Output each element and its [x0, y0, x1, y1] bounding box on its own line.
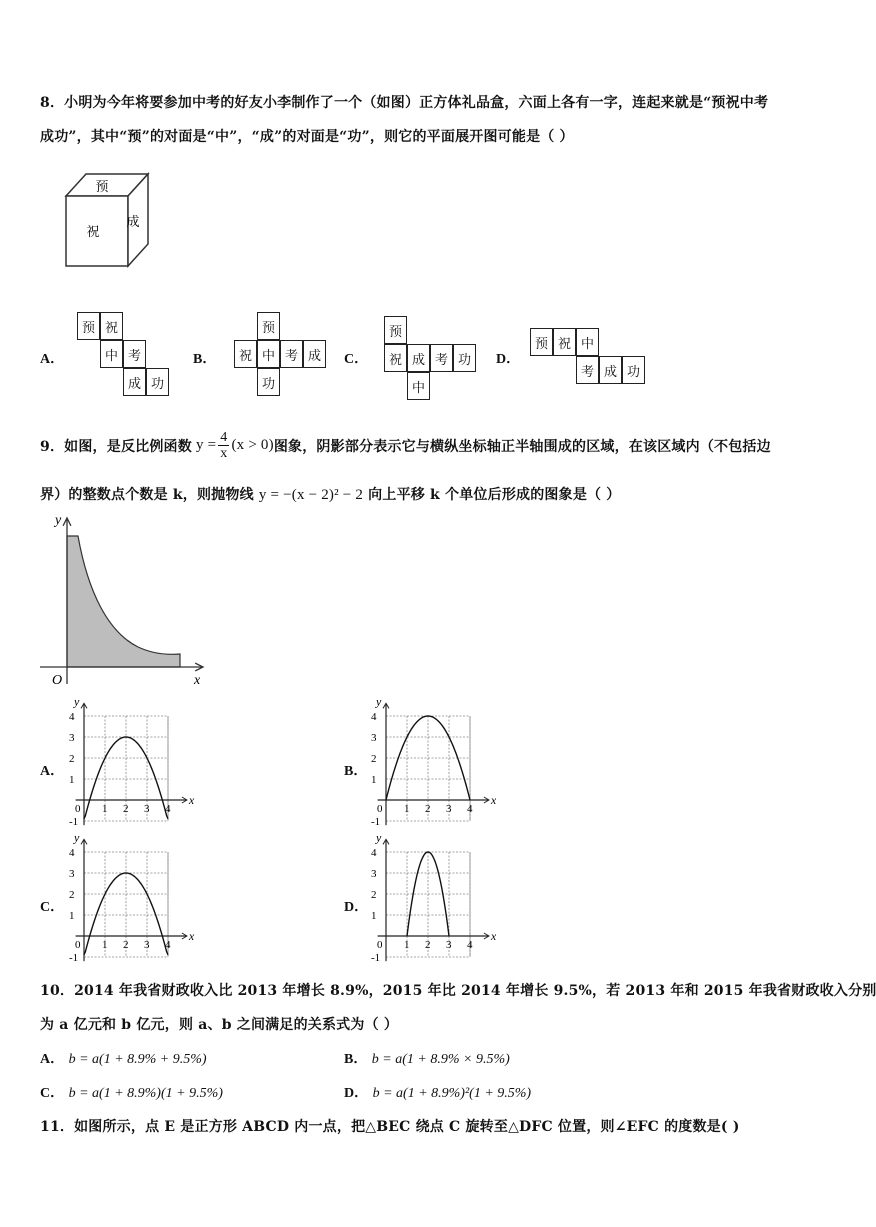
q9-part1: 9．如图，是反比例函数	[40, 438, 192, 455]
y-axis-label: y	[74, 694, 80, 709]
cube-front-face: 祝	[86, 224, 100, 239]
q9-frac-num: 4	[220, 430, 228, 445]
origin-label: O	[52, 673, 63, 688]
net-cell: 功	[453, 344, 476, 372]
y-tick-label: 3	[371, 732, 377, 744]
net-cell: 成	[123, 368, 146, 396]
net-cell: 预	[77, 312, 100, 340]
q10-text-line2: 为 a 亿元和 b 亿元，则 a、b 之间满足的关系式为（ ）	[40, 1017, 399, 1033]
q9-cond: (x > 0)	[231, 437, 274, 453]
y-tick-label: 3	[69, 868, 75, 880]
shaded-region	[67, 536, 180, 667]
x-tick-label: 3	[446, 939, 452, 951]
y-tick-label: -1	[69, 816, 79, 828]
x-tick-label: 0	[75, 803, 81, 815]
y-axis-label: y	[376, 830, 382, 845]
q8-option-b-label[interactable]: B．	[193, 352, 217, 367]
x-tick-label: 4	[467, 939, 473, 951]
y-tick-label: 2	[371, 889, 377, 901]
axis-x-label: x	[194, 673, 201, 688]
q8-option-c-label[interactable]: C．	[344, 352, 369, 367]
net-cell: 成	[303, 340, 326, 368]
net-cell: 预	[257, 312, 280, 340]
q10-option-c[interactable]	[40, 1082, 223, 1102]
y-tick-label: 3	[69, 732, 75, 744]
net-cell: 祝	[384, 344, 407, 372]
q10-option-b[interactable]	[344, 1048, 510, 1068]
y-tick-label: 2	[69, 753, 75, 765]
x-tick-label: 0	[377, 939, 383, 951]
q9-fraction	[218, 430, 229, 461]
net-cell: 祝	[553, 328, 576, 356]
q10-option-d[interactable]	[344, 1082, 531, 1102]
q9-hyperbola-figure	[38, 512, 218, 690]
q8-option-a-label[interactable]: A．	[40, 352, 65, 367]
q10-option-d-expr: b = a(1 + 8.9%)²(1 + 9.5%)	[372, 1086, 532, 1101]
y-tick-label: 4	[371, 711, 377, 723]
x-tick-label: 4	[165, 803, 171, 815]
q10-option-a-expr: b = a(1 + 8.9% + 9.5%)	[68, 1052, 207, 1067]
y-tick-label: 4	[69, 847, 75, 859]
q9-line2b: 向上平移 k 个单位后形成的图象是（ ）	[368, 487, 621, 503]
q9-option-c-graph[interactable]	[62, 830, 195, 968]
y-tick-label: 2	[69, 889, 75, 901]
x-axis-label: x	[188, 793, 195, 807]
net-cell: 中	[257, 340, 280, 368]
x-tick-label: 3	[144, 803, 150, 815]
q9-option-d-graph[interactable]	[364, 830, 497, 968]
x-tick-label: 1	[102, 939, 108, 951]
net-cell: 中	[100, 340, 123, 368]
q10-option-a[interactable]	[40, 1048, 207, 1068]
net-cell: 中	[576, 328, 599, 356]
y-tick-label: 4	[69, 711, 75, 723]
axis-y-label: y	[55, 513, 62, 528]
q8-text-line1: 8．小明为今年将要参加中考的好友小李制作了一个（如图）正方体礼品盒，六面上各有一字，连起来就是“预祝中考	[40, 95, 769, 111]
y-tick-label: 1	[371, 910, 377, 922]
y-tick-label: 2	[371, 753, 377, 765]
x-axis-label: x	[490, 793, 497, 807]
q8-option-d-label[interactable]: D．	[496, 352, 521, 367]
q11-text-line1: 11．如图所示，点 E 是正方形 ABCD 内一点，把△BEC 绕点 C 旋转至△DFC 位置，则∠EFC 的度数是( )	[40, 1119, 740, 1135]
y-axis-label: y	[376, 694, 382, 709]
cube-side-face: 成	[126, 214, 140, 229]
x-tick-label: 2	[123, 803, 129, 815]
net-cell: 祝	[234, 340, 257, 368]
q10-text-line1: 10．2014 年我省财政收入比 2013 年增长 8.9%，2015 年比 2014 年增长 9.5%，若 2013 年和 2015 年我省财政收入分别	[40, 983, 876, 999]
x-tick-label: 1	[102, 803, 108, 815]
net-cell: 祝	[100, 312, 123, 340]
net-cell: 功	[622, 356, 645, 384]
net-cell: 考	[123, 340, 146, 368]
net-cell: 成	[599, 356, 622, 384]
x-tick-label: 0	[377, 803, 383, 815]
q8-text-line2: 成功”，其中“预”的对面是“中”，“成”的对面是“功”，则它的平面展开图可能是（ ）	[40, 129, 574, 145]
cube-top-face: 预	[95, 179, 109, 194]
x-tick-label: 4	[467, 803, 473, 815]
x-tick-label: 2	[123, 939, 129, 951]
q10-option-c-label: C．	[40, 1086, 65, 1101]
x-axis-label: x	[490, 929, 497, 943]
x-axis-label: x	[188, 929, 195, 943]
net-cell: 考	[576, 356, 599, 384]
q9-part2: 图象，阴影部分表示它与横纵坐标轴正半轴围成的区域，在该区域内（不包括边	[273, 438, 771, 455]
x-tick-label: 2	[425, 803, 431, 815]
y-tick-label: 1	[69, 774, 75, 786]
q9-frac-den: x	[220, 446, 228, 461]
net-cell: 功	[146, 368, 169, 396]
y-tick-label: 1	[371, 774, 377, 786]
x-tick-label: 2	[425, 939, 431, 951]
q9-option-b-label[interactable]: B．	[344, 764, 368, 779]
x-tick-label: 0	[75, 939, 81, 951]
y-tick-label: 1	[69, 910, 75, 922]
q10-option-b-label: B．	[344, 1052, 368, 1067]
q9-option-a-graph[interactable]	[62, 694, 195, 832]
x-tick-label: 4	[165, 939, 171, 951]
cube-figure	[58, 168, 158, 268]
q9-line2a: 界）的整数点个数是 k，则抛物线	[40, 487, 254, 503]
q9-formula-y: y =	[195, 437, 217, 453]
q9-option-c-label[interactable]: C．	[40, 900, 65, 915]
y-tick-label: -1	[69, 952, 79, 964]
net-cell: 预	[530, 328, 553, 356]
q9-option-a-label[interactable]: A．	[40, 764, 65, 779]
net-cell: 预	[384, 316, 407, 344]
q10-option-c-expr: b = a(1 + 8.9%)(1 + 9.5%)	[68, 1086, 223, 1101]
net-cell: 功	[257, 368, 280, 396]
q10-option-a-label: A．	[40, 1052, 65, 1067]
q9-option-d-label[interactable]: D．	[344, 900, 369, 915]
y-axis-label: y	[74, 830, 80, 845]
x-tick-label: 1	[404, 803, 410, 815]
x-tick-label: 1	[404, 939, 410, 951]
net-cell: 成	[407, 344, 430, 372]
y-tick-label: -1	[371, 816, 381, 828]
net-cell: 中	[407, 372, 430, 400]
q9-text-line2	[40, 484, 621, 504]
x-tick-label: 3	[446, 803, 452, 815]
x-tick-label: 3	[144, 939, 150, 951]
q9-option-b-graph[interactable]	[364, 694, 497, 832]
q9-parabola: y = −(x − 2)² − 2	[258, 487, 364, 503]
q9-text-line1	[40, 430, 771, 461]
net-cell: 考	[280, 340, 303, 368]
y-tick-label: 3	[371, 868, 377, 880]
net-cell: 考	[430, 344, 453, 372]
y-tick-label: 4	[371, 847, 377, 859]
q10-option-d-label: D．	[344, 1086, 369, 1101]
y-tick-label: -1	[371, 952, 381, 964]
q10-option-b-expr: b = a(1 + 8.9% × 9.5%)	[371, 1052, 510, 1067]
